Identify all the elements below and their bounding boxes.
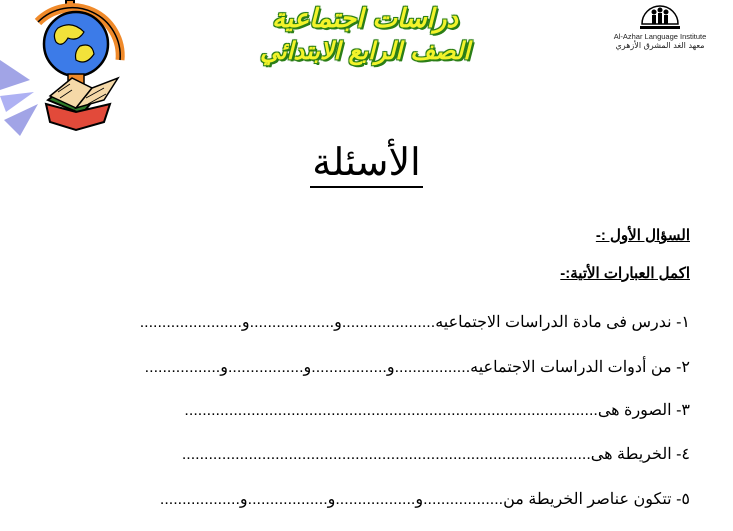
institute-name-arabic: معهد الغد المشرق الأزهري [615, 41, 705, 50]
grade-title: الصف الرابع الابتدائي [260, 36, 470, 65]
page-title-text: الأسئلة [310, 140, 423, 188]
subject-title: دراسات اجتماعية [272, 4, 458, 34]
question-3: ٣- الصورة هى............................................................................................. [184, 402, 690, 419]
institute-name-english: Al-Azhar Language Institute [613, 32, 707, 41]
question-1: ١- ندرس فى مادة الدراسات الاجتماعيه.....................و...................و....................... [139, 314, 690, 331]
question-4: ٤- الخريطة هى............................................................................................ [181, 446, 690, 463]
question-5: ٥- تتكون عناصر الخريطة من..................و..................و..................و.................. [159, 491, 690, 508]
instruction: اكمل العبارات الأتية:- [560, 265, 690, 282]
page-title [0, 140, 733, 184]
section-title: السؤال الأول :- [595, 227, 690, 244]
globe-and-book-clipart [0, 0, 150, 150]
institute-emblem-icon [640, 4, 680, 32]
question-2: ٢- من أدوات الدراسات الاجتماعيه.................و.................و.................و................. [144, 359, 690, 376]
institute-logo [597, 4, 723, 56]
